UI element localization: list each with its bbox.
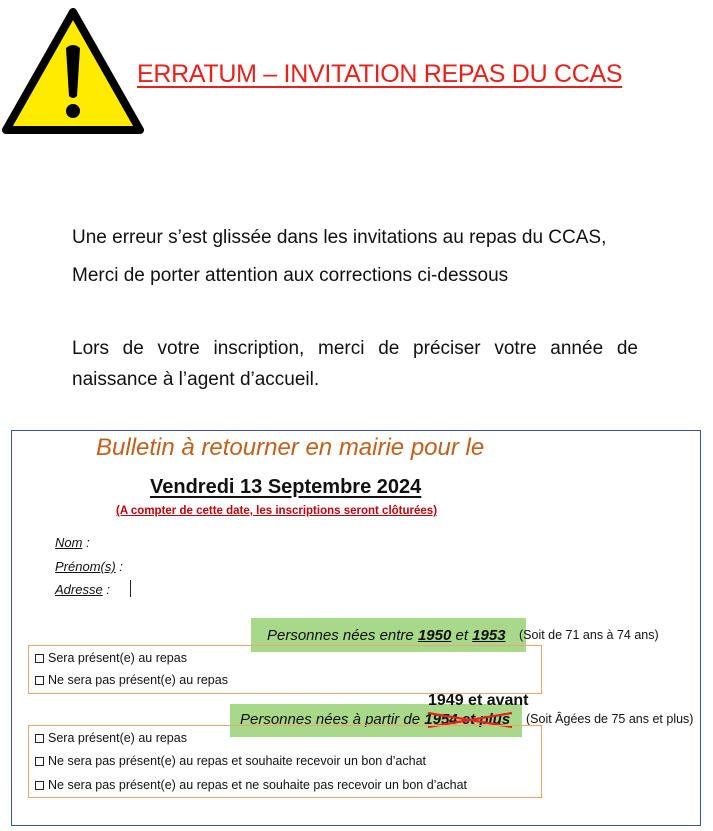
field-nom-label: Nom (55, 535, 83, 550)
form-deadline-note: (A compter de cette date, les inscriptions seront clôturées) (116, 505, 438, 517)
checkbox-icon[interactable] (35, 734, 44, 743)
group1-year2: 1953 (472, 627, 506, 644)
notice-line-1: Une erreur s’est glissée dans les invitations au repas du CCAS, (72, 227, 607, 248)
group1-age-range: (Soit de 71 ans à 74 ans) (519, 628, 659, 642)
group1-year1: 1950 (417, 627, 452, 644)
group2-prefix: Personnes nées à partir de (240, 711, 425, 728)
group2-option-present[interactable] (35, 731, 187, 745)
page-title: ERRATUM – INVITATION REPAS DU CCAS (137, 60, 623, 88)
checkbox-icon[interactable] (35, 676, 44, 685)
checkbox-icon[interactable] (35, 757, 44, 766)
form-deadline-date: Vendredi 13 Septembre 2024 (150, 476, 422, 498)
group1-option-present-label: Sera présent(e) au repas (48, 651, 187, 665)
field-adresse-colon: : (102, 582, 110, 597)
group1-option-absent[interactable] (35, 673, 228, 687)
notice-line-3: Lors de votre inscription, merci de préciser votre année de naissance à l’agent d’accueil. (72, 338, 638, 390)
group2-option-absent-no-voucher-label: Ne sera pas présent(e) au repas et ne souhaite pas recevoir un bon d’achat (48, 778, 468, 792)
group2-correction: 1949 et avant (428, 692, 529, 709)
group2-option-absent-no-voucher[interactable] (35, 778, 467, 792)
field-adresse[interactable] (55, 582, 110, 597)
group1-mid: et (451, 627, 473, 644)
group2-option-present-label: Sera présent(e) au repas (48, 731, 187, 745)
form-title: Bulletin à retourner en mairie pour le (96, 434, 485, 461)
group1-heading (267, 627, 506, 644)
group2-age-range: (Soit Âgées de 75 ans et plus) (526, 712, 694, 726)
checkbox-icon[interactable] (35, 781, 44, 790)
field-nom-colon: : (82, 535, 90, 550)
group1-option-absent-label: Ne sera pas présent(e) au repas (48, 673, 228, 687)
field-adresse-label: Adresse (55, 582, 103, 597)
text-cursor (130, 580, 131, 597)
group1-prefix: Personnes nées entre (267, 627, 418, 644)
group2-option-absent-voucher[interactable] (35, 754, 426, 768)
field-nom[interactable] (55, 535, 90, 550)
notice-line-2: Merci de porter attention aux corrections ci-dessous (72, 265, 509, 286)
group1-option-present[interactable] (35, 651, 187, 665)
checkbox-icon[interactable] (35, 654, 44, 663)
group2-option-absent-voucher-label: Ne sera pas présent(e) au repas et souhaite recevoir un bon d’achat (48, 754, 427, 768)
field-prenom[interactable] (55, 559, 123, 574)
warning-triangle-icon (2, 8, 144, 136)
group2-struck-years: 1954 et plus (424, 711, 511, 728)
field-prenom-colon: : (115, 559, 123, 574)
field-prenom-label: Prénom(s) (55, 559, 116, 574)
